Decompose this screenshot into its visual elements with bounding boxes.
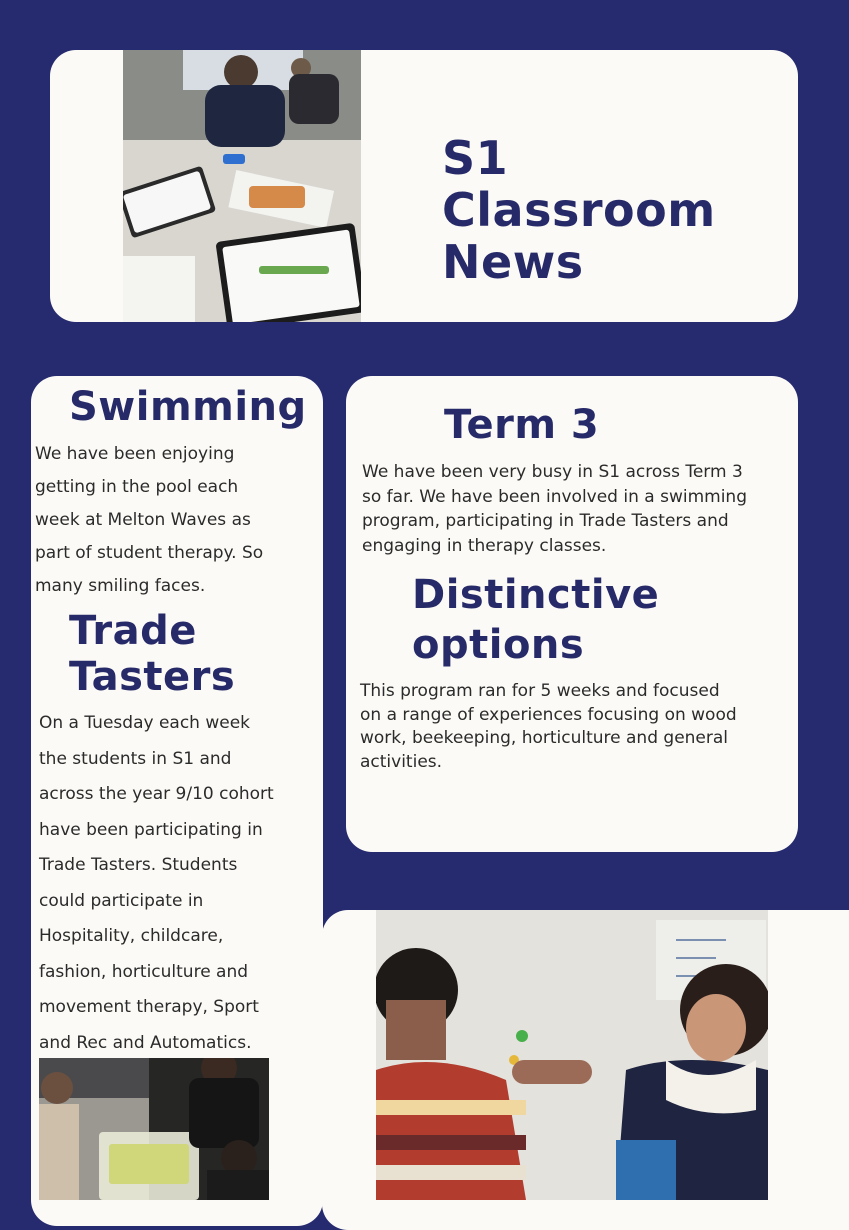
term3-line: program, participating in Trade Tasters and [362,511,729,531]
trade-tasters-text [39,706,274,1061]
page-title-line-2: News [442,235,584,289]
term3-text [362,460,747,558]
trade-tasters-line: the students in S1 and [39,748,232,769]
right-column-card [346,376,798,852]
trade-tasters-line: fashion, horticulture and [39,961,249,982]
distinctive-heading-line-2: options [412,622,585,668]
swimming-line: part of student therapy. So [35,543,264,563]
trade-tasters-line: On a Tuesday each week [39,713,251,733]
classroom-photo [123,50,361,322]
trade-tasters-line: movement therapy, Sport [39,997,259,1017]
swimming-line: week at Melton Waves as [35,510,251,530]
therapy-photo [376,910,768,1200]
term3-heading: Term 3 [444,402,600,448]
distinctive-options-heading [412,570,659,670]
page-title-line-1: S1 Classroom [442,131,716,237]
trade-tasters-line: Hospitality, childcare, [39,926,224,946]
distinctive-line: work, beekeeping, horticulture and general [360,728,729,748]
distinctive-line: This program ran for 5 weeks and focused [360,681,720,701]
header-card [50,50,798,322]
trade-tasters-photo [39,1058,269,1200]
page-title [442,132,798,288]
distinctive-heading-line-1: Distinctive [412,572,660,618]
left-column-card [31,376,323,1226]
swimming-heading: Swimming [69,384,307,430]
term3-line: so far. We have been involved in a swimming [362,486,747,507]
swimming-line: many smiling faces. [35,576,206,596]
bottom-photo-card [322,910,849,1230]
trade-tasters-line: across the year 9/10 cohort [39,784,274,804]
trade-tasters-line: could participate in [39,890,204,911]
trade-tasters-heading-line-1: Trade [69,608,197,654]
distinctive-text [360,680,737,774]
trade-tasters-line: have been participating in [39,819,263,840]
swimming-line: We have been enjoying [35,444,235,464]
distinctive-line: activities. [360,751,443,772]
distinctive-line: on a range of experiences focusing on wood [360,704,737,725]
trade-tasters-heading [69,608,235,700]
trade-tasters-line: Trade Tasters. Students [39,855,238,875]
term3-line: We have been very busy in S1 across Term 3 [362,462,743,482]
term3-line: engaging in therapy classes. [362,535,607,556]
swimming-text [35,438,263,603]
trade-tasters-heading-line-2: Tasters [69,654,236,700]
swimming-line: getting in the pool each [35,477,239,497]
trade-tasters-line: and Rec and Automatics. [39,1032,252,1053]
